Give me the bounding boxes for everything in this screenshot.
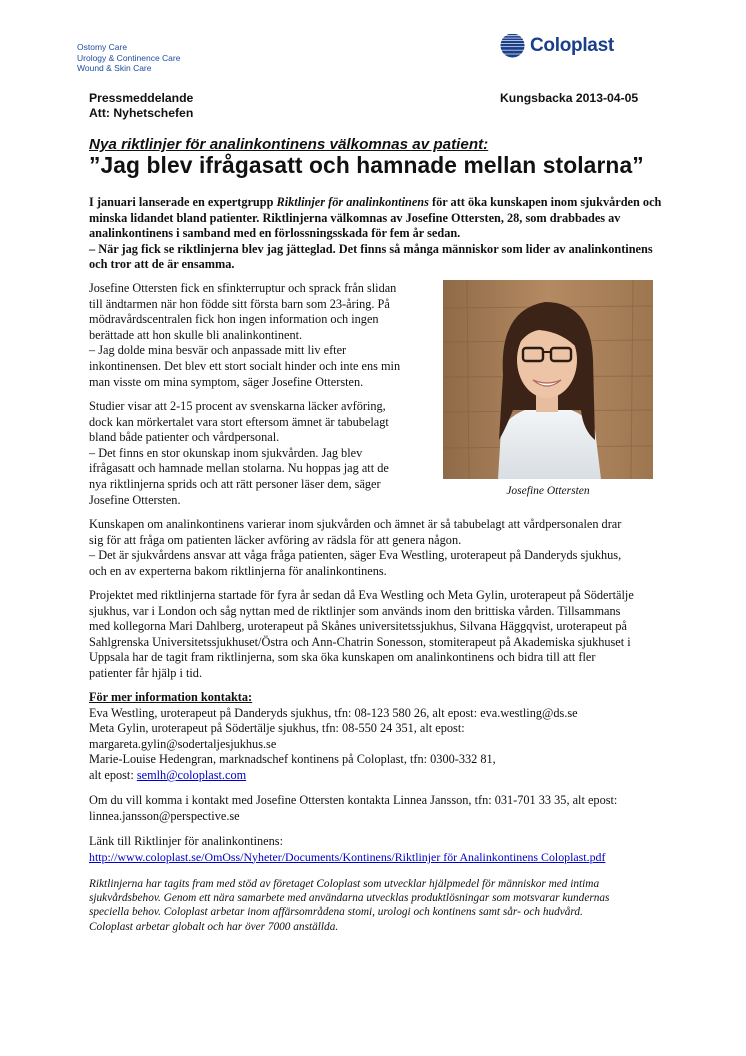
text-line: – Det finns en stor okunskap inom sjukvården. Jag blev: [89, 445, 363, 460]
service-item: Ostomy Care: [77, 42, 128, 52]
text-line: sig för att fråga om patienten läcker avföring av rädsla för att genera någon.: [89, 532, 462, 547]
text-line: patienter får hjälp i tid.: [89, 665, 203, 680]
text-line: Kunskapen om analinkontinens varierar inom sjukvården och ämnet är så tabubelagt att vårdpersonalen drar: [89, 517, 622, 531]
lead-guideline-title: Riktlinjer för analinkontinens: [276, 195, 429, 209]
contact-heading: För mer information kontakta:: [89, 690, 253, 704]
text-line: – Jag dolde mina besvär och anpassade mitt liv efter: [89, 343, 347, 358]
photo-caption: Josefine Ottersten: [506, 485, 590, 497]
text-line: bland både patienter och vårdpersonal.: [89, 430, 280, 445]
text-line: Om du vill komma i kontakt med Josefine Ottersten kontakta Linnea Jansson, tfn: 031-701 33 35, alt epost:: [89, 793, 618, 807]
text-line: nya riktlinjerna sprids och att rätt personer läser dem, säger: [89, 476, 381, 491]
text-line: sjukhus, var i London och såg nyttan med de riktlinjer som används inom den brittiska vården. Tillsammans: [89, 603, 621, 618]
contact-line: Meta Gylin, uroterapeut på Södertälje sjukhus, tfn: 08-550 24 351, alt epost:: [89, 721, 465, 736]
boilerplate-line: Riktlinjerna har tagits fram med stöd av företaget Coloplast som utvecklar hjälpmedel för människor med intima: [89, 878, 600, 890]
text-line: Projektet med riktlinjerna startade för fyra år sedan då Eva Westling och Meta Gylin, uroterapeut på Södertälje: [89, 588, 634, 602]
logo-wordmark: Coloplast: [530, 34, 614, 56]
coloplast-logo: [500, 33, 614, 58]
document-type: Pressmeddelande: [89, 91, 194, 105]
attention-line: Att: Nyhetschefen: [89, 106, 194, 120]
company-boilerplate: [89, 877, 689, 934]
contact-label: alt epost:: [89, 767, 137, 782]
press-release-label: [89, 91, 193, 121]
portrait-photo: [443, 280, 653, 479]
text-line: berättade att hon skulle bli analinkontinent.: [89, 327, 303, 342]
boilerplate-line: sjukvårdsbehov. Genom ett nära samarbete med användarna utvecklas produktlösningar som motsvarar kundernas: [89, 892, 610, 905]
text-line: till ändtarmen när hon födde sitt första barn som 23-åring. På: [89, 296, 390, 311]
contact-line: Eva Westling, uroterapeut på Danderyds sjukhus, tfn: 08-123 580 26, alt epost: eva.westling@ds.se: [89, 705, 578, 720]
text-line: Josefine Ottersten fick en sfinkterruptur och sprack från slidan: [89, 281, 397, 295]
text-line: inkontinensen. Det blev ett stort socialt hinder och inte ens min: [89, 358, 401, 373]
text-line: Josefine Ottersten.: [89, 492, 181, 507]
lead-p1: [89, 195, 669, 242]
service-item: Wound & Skin Care: [77, 63, 152, 73]
text-line: Sahlgrenska Universitetssjukhuset/Östra och Ann-Chatrin Sonesson, stomiterapeut på Akademiska sjukhuset i: [89, 634, 631, 649]
contact-line: [89, 768, 679, 784]
services-list: [77, 42, 180, 74]
lead-text: för att öka kunskapen inom sjukvården och minska lidandet bland patienter. Riktlinjerna välkomnas av Josefine Ottersten, 28, som drabbades av analinkontinens i samband med en förlossningsskada för fem år sedan.: [89, 195, 662, 241]
subheadline: Nya riktlinjer för analinkontinens välkomnas av patient:: [89, 136, 489, 153]
text-line: ifrågasatt och hamnade mellan stolarna. Nu hoppas jag att de: [89, 461, 389, 476]
text-line: – Det är sjukvårdens ansvar att våga fråga patienten, säger Eva Westling, uroterapeut på Danderyds sjukhus,: [89, 548, 622, 563]
boilerplate-line: Coloplast arbetar globalt och har över 7000 anställda.: [89, 920, 339, 933]
service-item: Urology & Continence Care: [77, 52, 181, 63]
coloplast-sphere-logo-icon: [500, 33, 525, 58]
contact-section: [89, 690, 679, 784]
body-paragraph-1: [89, 281, 429, 390]
boilerplate-line: speciella behov. Coloplast arbetar inom affärsområdena stomi, urologi och kontinens samt sår- och hudvård.: [89, 906, 583, 919]
text-line: dock kan mörkertalet vara stort eftersom ämnet är tabubelagt: [89, 414, 389, 429]
text-line: och en av experterna bakom riktlinjerna för analinkontinens.: [89, 563, 387, 578]
lead-quote: – När jag fick se riktlinjerna blev jag jätteglad. Det finns så många människor som lider av analinkontinens och tror att de är ensamma.: [89, 241, 653, 272]
text-line: Uppsala har de tagit fram riktlinjerna, som ska öka kunskapen om analinkontinens och bidra till att fler: [89, 650, 596, 665]
lead-paragraph: [89, 195, 669, 273]
headline: ”Jag blev ifrågasatt och hamnade mellan stolarna”: [89, 152, 644, 178]
text-line: mödravårdscentralen fick hon ingen information och ingen: [89, 312, 379, 327]
link-label: Länk till Riktlinjer för analinkontinens:: [89, 834, 283, 848]
body-paragraph-4: [89, 588, 679, 682]
lead-text: I januari lanserade en expertgrupp: [89, 195, 277, 209]
guideline-pdf-link[interactable]: http://www.coloplast.se/OmOss/Nyheter/Documents/Kontinens/Riktlinjer för Analinkontinens Coloplast.pdf: [89, 849, 606, 864]
text-line: linnea.jansson@perspective.se: [89, 808, 240, 823]
coloplast-email-link[interactable]: semlh@coloplast.com: [136, 767, 247, 782]
josefine-contact: [89, 793, 679, 824]
text-line: med kollegorna Mari Dahlberg, uroterapeut på Skånes universitetssjukhus, Silvana Häggqvist, uroterapeut på: [89, 619, 627, 634]
contact-line: margareta.gylin@sodertaljesjukhus.se: [89, 736, 277, 751]
body-paragraph-3: [89, 517, 679, 579]
text-line: man visste om mina symptom, säger Josefine Ottersten.: [89, 374, 364, 389]
guideline-link-section: [89, 834, 729, 865]
text-line: Studier visar att 2-15 procent av svenskarna läcker avföring,: [89, 399, 386, 413]
body-paragraph-2: [89, 399, 429, 508]
contact-line: Marie-Louise Hedengran, marknadschef kontinens på Coloplast, tfn: 0300-332 81,: [89, 752, 496, 767]
place-date: Kungsbacka 2013-04-05: [500, 91, 639, 105]
